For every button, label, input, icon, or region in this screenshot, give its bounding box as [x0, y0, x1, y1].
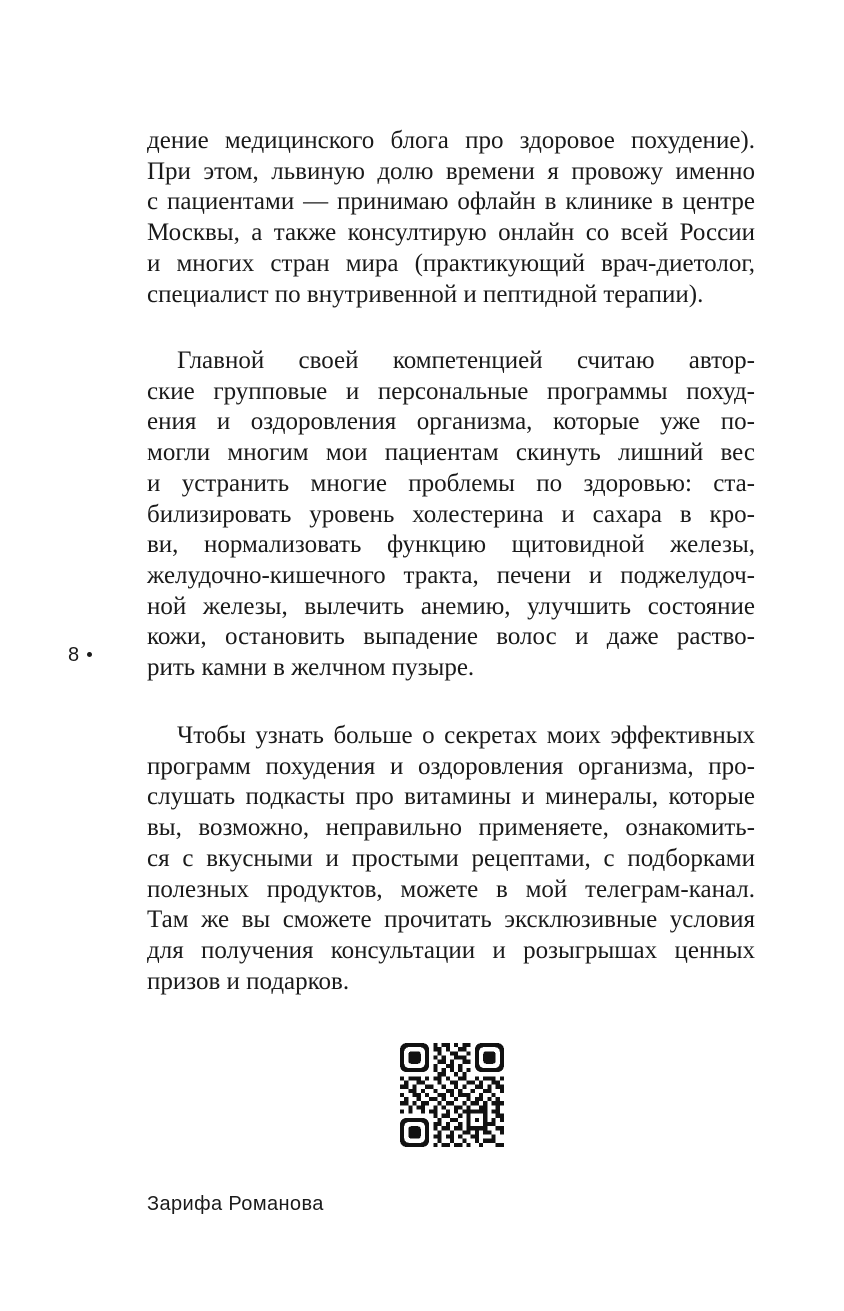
text-line: для получения консультации и розыгрышах ценных — [147, 936, 755, 964]
text-line: ся с вкусными и простыми рецептами, с подборками — [147, 844, 755, 872]
text-line: программ похудения и оздоровления организма, про- — [147, 752, 755, 780]
text-line: Москвы, а также консултирую онлайн со всей России — [147, 219, 755, 247]
text-line: призов и подарков. — [147, 967, 350, 995]
text-line: Чтобы узнать больше о секретах моих эффективных — [177, 722, 755, 749]
text-line: рить камни в желчном пузыре. — [147, 654, 475, 682]
text-line: желудочно-кишечного тракта, печени и поджелудоч- — [147, 561, 755, 589]
text-line: ения и оздоровления организма, которые уже по- — [147, 408, 755, 436]
text-line: билизировать уровень холестерина и сахара в кро- — [147, 500, 755, 528]
text-line: Главной своей компетенцией считаю автор- — [177, 347, 755, 374]
text-line: специалист по внутривенной и пептидной терапии). — [147, 280, 704, 308]
text-line: ские групповые и персональные программы похуд- — [147, 377, 755, 405]
page-number — [68, 644, 92, 667]
text-line: могли многим мои пациентам скинуть лишний вес — [147, 439, 755, 467]
page-number-value: 8 — [68, 644, 80, 666]
text-line: вы, возможно, неправильно применяете, ознакомить- — [147, 814, 755, 842]
footer-author-name: Зарифа Романова — [147, 1193, 324, 1215]
text-line: Там же вы сможете прочитать эксклюзивные условия — [147, 906, 755, 934]
text-line: дение медицинского блога про здоровое похудение). — [147, 127, 755, 154]
paragraph-telegram — [147, 721, 755, 997]
text-line: и устранить многие проблемы по здоровью: ста- — [147, 469, 755, 497]
paragraph-competence — [147, 346, 755, 684]
text-line: слушать подкасты про витамины и минералы, которые — [147, 783, 755, 811]
paragraph-blog-intro — [147, 126, 755, 310]
telegram-qr-code-icon[interactable] — [400, 1043, 504, 1147]
text-line: При этом, львиную долю времени я провожу именно — [147, 157, 755, 185]
text-line: ной железы, вылечить анемию, улучшить состояние — [147, 592, 755, 620]
text-line: ви, нормализовать функцию щитовидной железы, — [147, 531, 755, 559]
text-line: с пациентами — принимаю офлайн в клинике в центре — [147, 188, 755, 216]
page-number-bullet — [87, 652, 92, 657]
text-line: кожи, остановить выпадение волос и даже раство- — [147, 623, 755, 651]
text-line: и многих стран мира (практикующий врач-диетолог, — [147, 249, 755, 277]
text-line: полезных продуктов, можете в мой телеграм-канал. — [147, 875, 755, 903]
